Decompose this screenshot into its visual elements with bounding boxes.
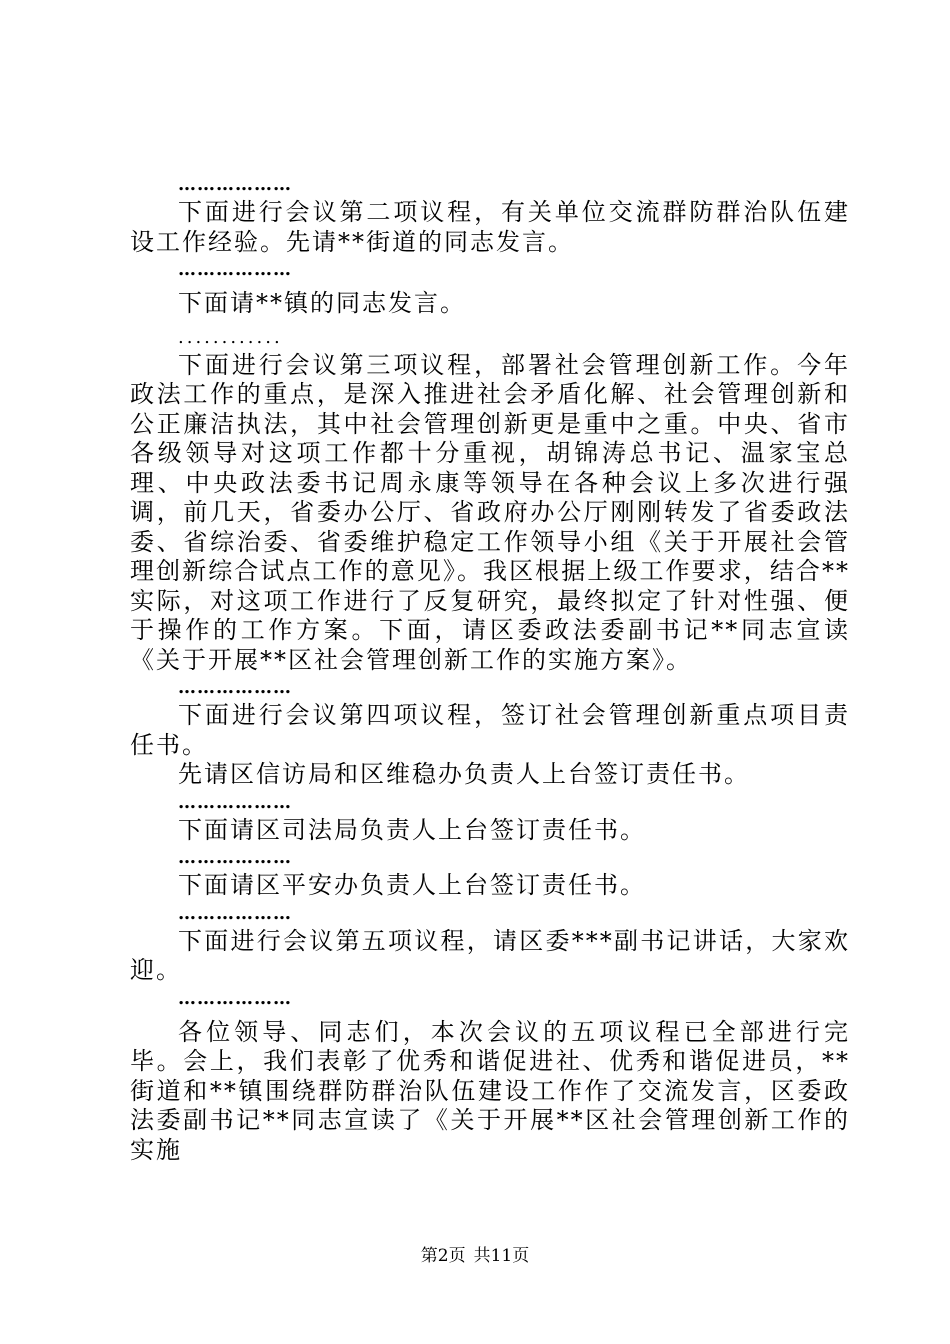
dots-separator: ……………… [178,677,292,698]
paragraph: 先请区信访局和区维稳办负责人上台签订责任书。 [178,760,750,788]
page-number: 第2页 [420,1246,466,1266]
paragraph: 下面请**镇的同志发言。 [178,289,466,317]
dots-separator: ............ [178,326,283,348]
dots-separator: ……………… [178,902,292,924]
dots-separator: ……………… [178,847,292,868]
paragraph: 下面进行会议第三项议程，部署社会管理创新工作。今年政法工作的重点，是深入推进社会矛盾化解、社会管理创新和公正廉洁执法，其中社会管理创新更是重中之重。中央、省市各级领导对这项工作都十分重视，胡锦涛总书记、温家宝总理、中央政法委书记周永康等领导在各种会议上多次进行强调，前几天，省委办公厅、省政府办公厅刚刚转发了省委政法委、省综治委、省委维护稳定工作领导小组《关于开展社会管理创新综合试点工作的意见》。我区根据上级工作要求，结合**实际，对这项工作进行了反复研究，最终拟定了针对性强、便于操作的工作方案。下面，请区委政法委副书记**同志宣读《关于开展**区社会管理创新工作的实施方案》。 [130,350,850,674]
dots-separator: ……………… [178,259,292,280]
page-total: 共11页 [473,1246,530,1266]
paragraph: 下面进行会议第二项议程，有关单位交流群防群治队伍建设工作经验。先请**街道的同志发言。 [130,198,850,256]
dots-separator: ……………… [178,791,292,813]
paragraph: 下面请区司法局负责人上台签订责任书。 [178,815,646,844]
paragraph: 下面进行会议第五项议程，请区委***副书记讲话，大家欢迎。 [130,926,850,984]
page-footer [0,1245,950,1267]
paragraph: 各位领导、同志们，本次会议的五项议程已全部进行完毕。会上，我们表彰了优秀和谐促进社、优秀和谐促进员，**街道和**镇围绕群防群治队伍建设工作作了交流发言，区委政法委副书记**同志宣读了《关于开展**区社会管理创新工作的实施 [130,1017,850,1164]
paragraph: 下面进行会议第四项议程，签订社会管理创新重点项目责任书。 [130,701,850,759]
document-body [130,172,850,1165]
paragraph: 下面请区平安办负责人上台签订责任书。 [178,871,646,899]
dots-separator: ……………… [178,174,292,195]
dots-separator: ……………… [178,987,292,1009]
